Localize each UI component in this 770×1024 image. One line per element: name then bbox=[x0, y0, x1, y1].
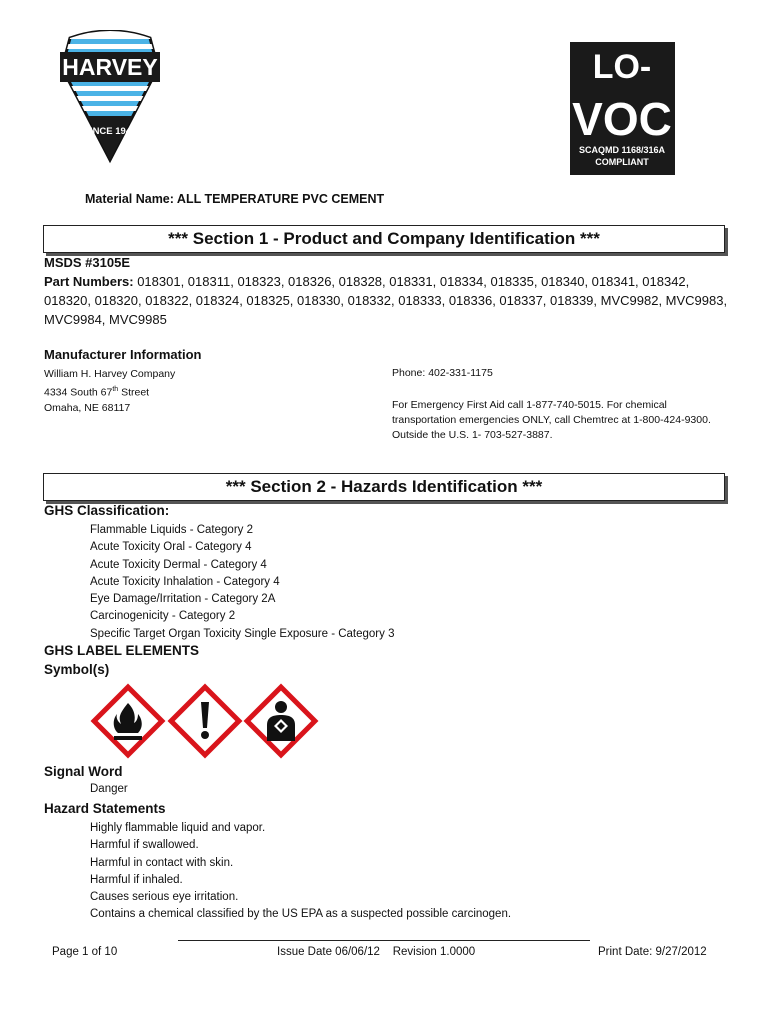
list-item: Carcinogenicity - Category 2 bbox=[90, 610, 236, 623]
list-item: Contains a chemical classified by the US EPA as a suspected possible carcinogen. bbox=[90, 908, 512, 921]
list-item: Flammable Liquids - Category 2 bbox=[90, 524, 253, 536]
list-item: Specific Target Organ Toxicity Single Exposure - Category 3 bbox=[90, 627, 395, 640]
signal-word: Danger bbox=[90, 783, 128, 795]
phone-number: Phone: 402-331-1175 bbox=[392, 367, 493, 379]
lo-voc-line4: COMPLIANT bbox=[595, 157, 649, 167]
harvey-since-text: SINCE 1944 bbox=[83, 126, 137, 137]
emergency-contact: For Emergency First Aid call 1-877-740-5015. For chemical transportation emergencies ONLY, call Chemtrec at 1-800-424-9300. Outside the U.S. 1- 703-527-3887. bbox=[392, 399, 711, 441]
list-item: Acute Toxicity Inhalation - Category 4 bbox=[90, 575, 280, 588]
harvey-logo-text: HARVEY bbox=[62, 54, 158, 80]
flame-icon bbox=[90, 683, 166, 759]
section-2-title: *** Section 2 - Hazards Identification *** bbox=[225, 477, 543, 496]
exclamation-icon bbox=[167, 683, 243, 759]
ghs-classification-heading: GHS Classification: bbox=[44, 503, 170, 518]
footer-divider bbox=[178, 940, 590, 941]
section-1-title: *** Section 1 - Product and Company Identification *** bbox=[168, 229, 600, 248]
issue-revision: Issue Date 06/06/12 Revision 1.0000 bbox=[277, 946, 476, 958]
lo-voc-line2: VOC bbox=[572, 93, 672, 145]
signal-word-heading: Signal Word bbox=[44, 764, 123, 779]
hazard-statements-heading: Hazard Statements bbox=[44, 801, 166, 816]
manufacturer-heading: Manufacturer Information bbox=[44, 347, 202, 362]
list-item: Harmful if inhaled. bbox=[90, 873, 183, 886]
harvey-logo bbox=[60, 30, 160, 165]
hazard-statements-list bbox=[90, 820, 511, 924]
lo-voc-line1: LO- bbox=[592, 48, 652, 86]
part-numbers-list: 018301, 018311, 018323, 018326, 018328, 018331, 018334, 018335, 018340, 018341, 018342, 018320, 018320, 018322, 018324, 018325, 018330, 018332, 018333, 018336, 018337, 018339, MVC9982, MVC9983, MVC9984, MVC9985 bbox=[44, 274, 728, 327]
manufacturer-address bbox=[44, 367, 175, 416]
lo-voc-badge bbox=[570, 42, 675, 175]
list-item: Causes serious eye irritation. bbox=[90, 891, 239, 904]
list-item: Harmful if swallowed. bbox=[90, 839, 199, 852]
list-item: Harmful in contact with skin. bbox=[90, 856, 234, 869]
section-1-header bbox=[43, 225, 725, 253]
part-numbers-label: Part Numbers: bbox=[44, 274, 134, 289]
section-2-header bbox=[43, 473, 725, 501]
ghs-classification-list bbox=[90, 522, 394, 643]
street-address bbox=[44, 382, 175, 401]
lo-voc-line3: SCAQMD 1168/316A bbox=[578, 145, 666, 155]
company-name: William H. Harvey Company bbox=[44, 368, 176, 380]
part-numbers bbox=[44, 272, 734, 329]
page-number: Page 1 of 10 bbox=[52, 946, 118, 958]
street-suffix: Street bbox=[118, 386, 150, 399]
list-item: Acute Toxicity Oral - Category 4 bbox=[90, 541, 252, 554]
symbols-heading: Symbol(s) bbox=[44, 662, 110, 677]
msds-number: MSDS #3105E bbox=[44, 255, 130, 270]
list-item: Acute Toxicity Dermal - Category 4 bbox=[90, 558, 267, 571]
city-state-zip: Omaha, NE 68117 bbox=[44, 401, 131, 414]
street-number: 4334 South 67 bbox=[44, 386, 113, 399]
street-ordinal: th bbox=[112, 386, 119, 393]
ghs-label-elements-heading: GHS LABEL ELEMENTS bbox=[44, 643, 200, 658]
health-hazard-icon bbox=[243, 683, 319, 759]
print-date: Print Date: 9/27/2012 bbox=[598, 946, 707, 958]
list-item: Eye Damage/Irritation - Category 2A bbox=[90, 593, 276, 606]
material-name: Material Name: ALL TEMPERATURE PVC CEMENT bbox=[85, 192, 385, 206]
list-item: Highly flammable liquid and vapor. bbox=[90, 822, 266, 834]
